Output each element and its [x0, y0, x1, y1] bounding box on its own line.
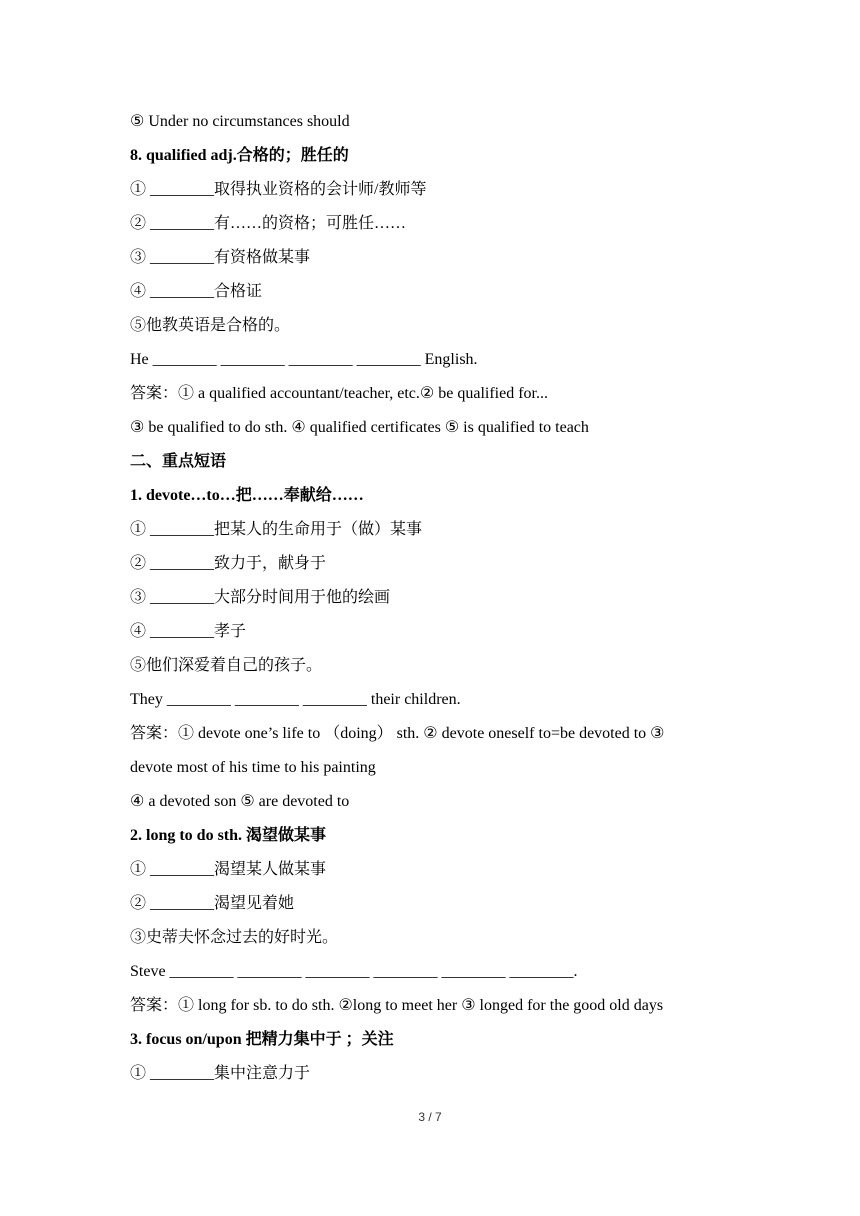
- text-line: devote most of his time to his painting: [130, 759, 376, 776]
- text-line: ① ________渴望某人做某事: [130, 861, 327, 878]
- text-line: They ________ ________ ________ their children.: [130, 691, 461, 708]
- text-line: ④ ________合格证: [130, 283, 263, 300]
- section-heading: 1. devote…to…把……奉献给……: [130, 487, 364, 504]
- text-line: ① ________集中注意力于: [130, 1065, 311, 1082]
- text-line: ④ a devoted son ⑤ are devoted to: [130, 793, 350, 810]
- text-line: 答案：① a qualified accountant/teacher, etc.② be qualified for...: [130, 385, 548, 402]
- text-line: ③史蒂夫怀念过去的好时光。: [130, 929, 339, 946]
- text-line: ① ________把某人的生命用于（做）某事: [130, 521, 423, 538]
- text-line: ① ________取得执业资格的会计师/教师等: [130, 181, 427, 198]
- text-line: ② ________致力于，献身于: [130, 555, 327, 572]
- text-line: ③ be qualified to do sth. ④ qualified certificates ⑤ is qualified to teach: [130, 419, 589, 436]
- text-line: 答案：① devote one’s life to （doing） sth. ② devote oneself to=be devoted to ③: [130, 725, 665, 742]
- text-line: ⑤ Under no circumstances should: [130, 113, 350, 130]
- text-line: 答案：① long for sb. to do sth. ②long to meet her ③ longed for the good old days: [130, 997, 664, 1014]
- text-line: ③ ________有资格做某事: [130, 249, 311, 266]
- text-line: ② ________有……的资格；可胜任……: [130, 215, 407, 232]
- text-line: ④ ________孝子: [130, 623, 247, 640]
- section-heading: 8. qualified adj.合格的；胜任的: [130, 147, 349, 164]
- text-line: ⑤他们深爱着自己的孩子。: [130, 657, 323, 674]
- text-line: ② ________渴望见着她: [130, 895, 295, 912]
- page-number: 3 / 7: [418, 1110, 442, 1124]
- section-heading: 2. long to do sth. 渴望做某事: [130, 827, 327, 844]
- text-line: ③ ________大部分时间用于他的绘画: [130, 589, 391, 606]
- section-heading: 二、重点短语: [130, 453, 227, 470]
- text-line: Steve ________ ________ ________ ________ ________ ________.: [130, 963, 578, 980]
- text-line: ⑤他教英语是合格的。: [130, 317, 291, 334]
- text-line: He ________ ________ ________ ________ English.: [130, 351, 478, 368]
- section-heading: 3. focus on/upon 把精力集中于 ；关注: [130, 1031, 394, 1048]
